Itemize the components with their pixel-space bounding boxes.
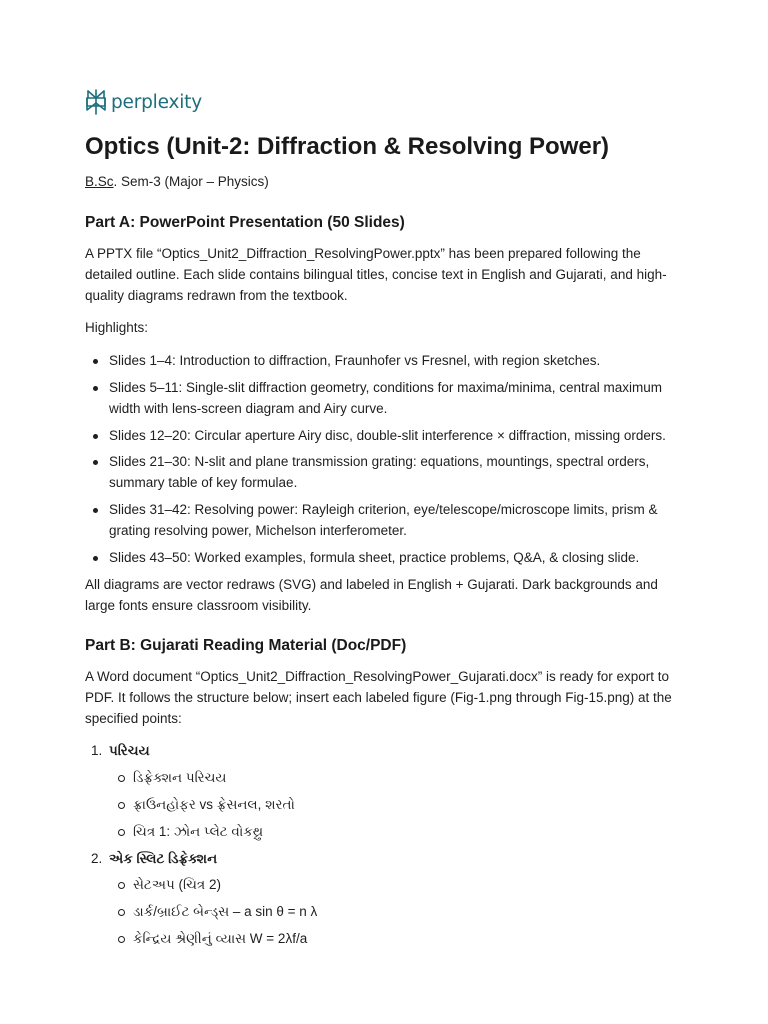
perplexity-logo-icon: [85, 89, 107, 115]
bullet-icon: [93, 460, 98, 465]
section-number: 1.: [91, 743, 103, 759]
document-subtitle: [85, 172, 684, 192]
part-a-intro: A PPTX file “Optics_Unit2_Diffraction_ResolvingPower.pptx” has been prepared following the detailed outline. Each slide contains bilingual titles, concise text in English and Gujarati, and high-quality diagrams redrawn from the textbook.: [85, 246, 667, 303]
circle-bullet-icon: [118, 909, 125, 916]
highlights-list: [85, 351, 684, 568]
list-item-text: સેટઅપ (ચિત્ર 2): [133, 877, 221, 893]
outline-section: [85, 741, 684, 842]
list-item-text: Slides 43–50: Worked examples, formula sheet, practice problems, Q&A, & closing slide.: [109, 549, 640, 565]
bullet-icon: [93, 556, 98, 561]
circle-bullet-icon: [118, 829, 125, 836]
list-item: [109, 768, 684, 789]
list-item-text: કેન્દ્રિય શ્રેણીનું વ્યાસ W = 2λf/a: [133, 930, 308, 946]
list-item-text: Slides 31–42: Resolving power: Rayleigh criterion, eye/telescope/microscope limits, prism & grating resolving power, Michelson interferometer.: [109, 501, 658, 538]
circle-bullet-icon: [118, 802, 125, 809]
bullet-icon: [93, 386, 98, 391]
list-item-text: Slides 12–20: Circular aperture Airy disc, double-slit interference × diffraction, missing orders.: [109, 427, 666, 443]
list-item: [85, 426, 684, 447]
bullet-icon: [93, 434, 98, 439]
list-item-text: ફ્રાઉનહોફર vs ફ્રેસનલ, શરતો: [133, 796, 295, 812]
list-item: [85, 548, 684, 569]
section-number: 2.: [91, 850, 103, 866]
part-a-note: All diagrams are vector redraws (SVG) and labeled in English + Gujarati. Dark backgrounds and large fonts ensure classroom visibility.: [85, 577, 658, 614]
section-items: [109, 875, 684, 949]
list-item-text: ચિત્ર 1: ઝોન પ્લેટ વોકથ્રુ: [133, 823, 264, 839]
list-item: [109, 902, 684, 923]
part-b-heading: Part B: Gujarati Reading Material (Doc/PDF): [85, 636, 407, 654]
list-item-text: Slides 5–11: Single-slit diffraction geometry, conditions for maxima/minima, central maximum width with lens-screen diagram and Airy curve.: [109, 379, 662, 416]
subtitle-abbreviation: B.Sc: [85, 174, 114, 189]
bullet-icon: [93, 508, 98, 513]
list-item-text: Slides 1–4: Introduction to diffraction, Fraunhofer vs Fresnel, with region sketches.: [109, 353, 601, 369]
part-b-section: [85, 635, 684, 950]
outline-section: [85, 849, 684, 950]
circle-bullet-icon: [118, 936, 125, 943]
list-item-text: ડાર્ક/બ્રાઈટ બેન્ડ્સ – a sin θ = n λ: [133, 904, 318, 920]
part-b-intro: A Word document “Optics_Unit2_Diffraction_ResolvingPower_Gujarati.docx” is ready for export to PDF. It follows the structure below; insert each labeled figure (Fig-1.png through Fig-15.png) at the specified points:: [85, 668, 672, 726]
part-a-heading: Part A: PowerPoint Presentation (50 Slides): [85, 214, 405, 231]
section-items: [109, 768, 684, 842]
gujarati-outline-list: [85, 741, 684, 949]
list-item: [85, 500, 684, 542]
circle-bullet-icon: [118, 775, 125, 782]
highlights-label: Highlights:: [85, 320, 149, 336]
list-item: [85, 351, 684, 372]
bullet-icon: [93, 359, 98, 364]
list-item: [109, 822, 684, 843]
list-item-text: Slides 21–30: N-slit and plane transmission grating: equations, mountings, spectral orders, summary table of key formulae.: [109, 454, 650, 491]
list-item: [85, 452, 684, 494]
section-title: એક સ્લિટ ડિફ્રેક્શન: [109, 850, 218, 866]
list-item: [109, 795, 684, 816]
brand-name: perplexity: [111, 91, 202, 113]
document-title: Optics (Unit-2: Diffraction & Resolving Power): [85, 133, 610, 160]
list-item-text: ડિફ્રેક્શન પરિચય: [133, 770, 227, 786]
brand-header: [85, 88, 684, 116]
circle-bullet-icon: [118, 882, 125, 889]
list-item: [109, 875, 684, 896]
part-a-section: [85, 212, 684, 617]
list-item: [85, 378, 684, 420]
subtitle-text: . Sem-3 (Major – Physics): [113, 174, 269, 189]
section-title: પરિચય: [109, 743, 150, 759]
list-item: [109, 929, 684, 950]
